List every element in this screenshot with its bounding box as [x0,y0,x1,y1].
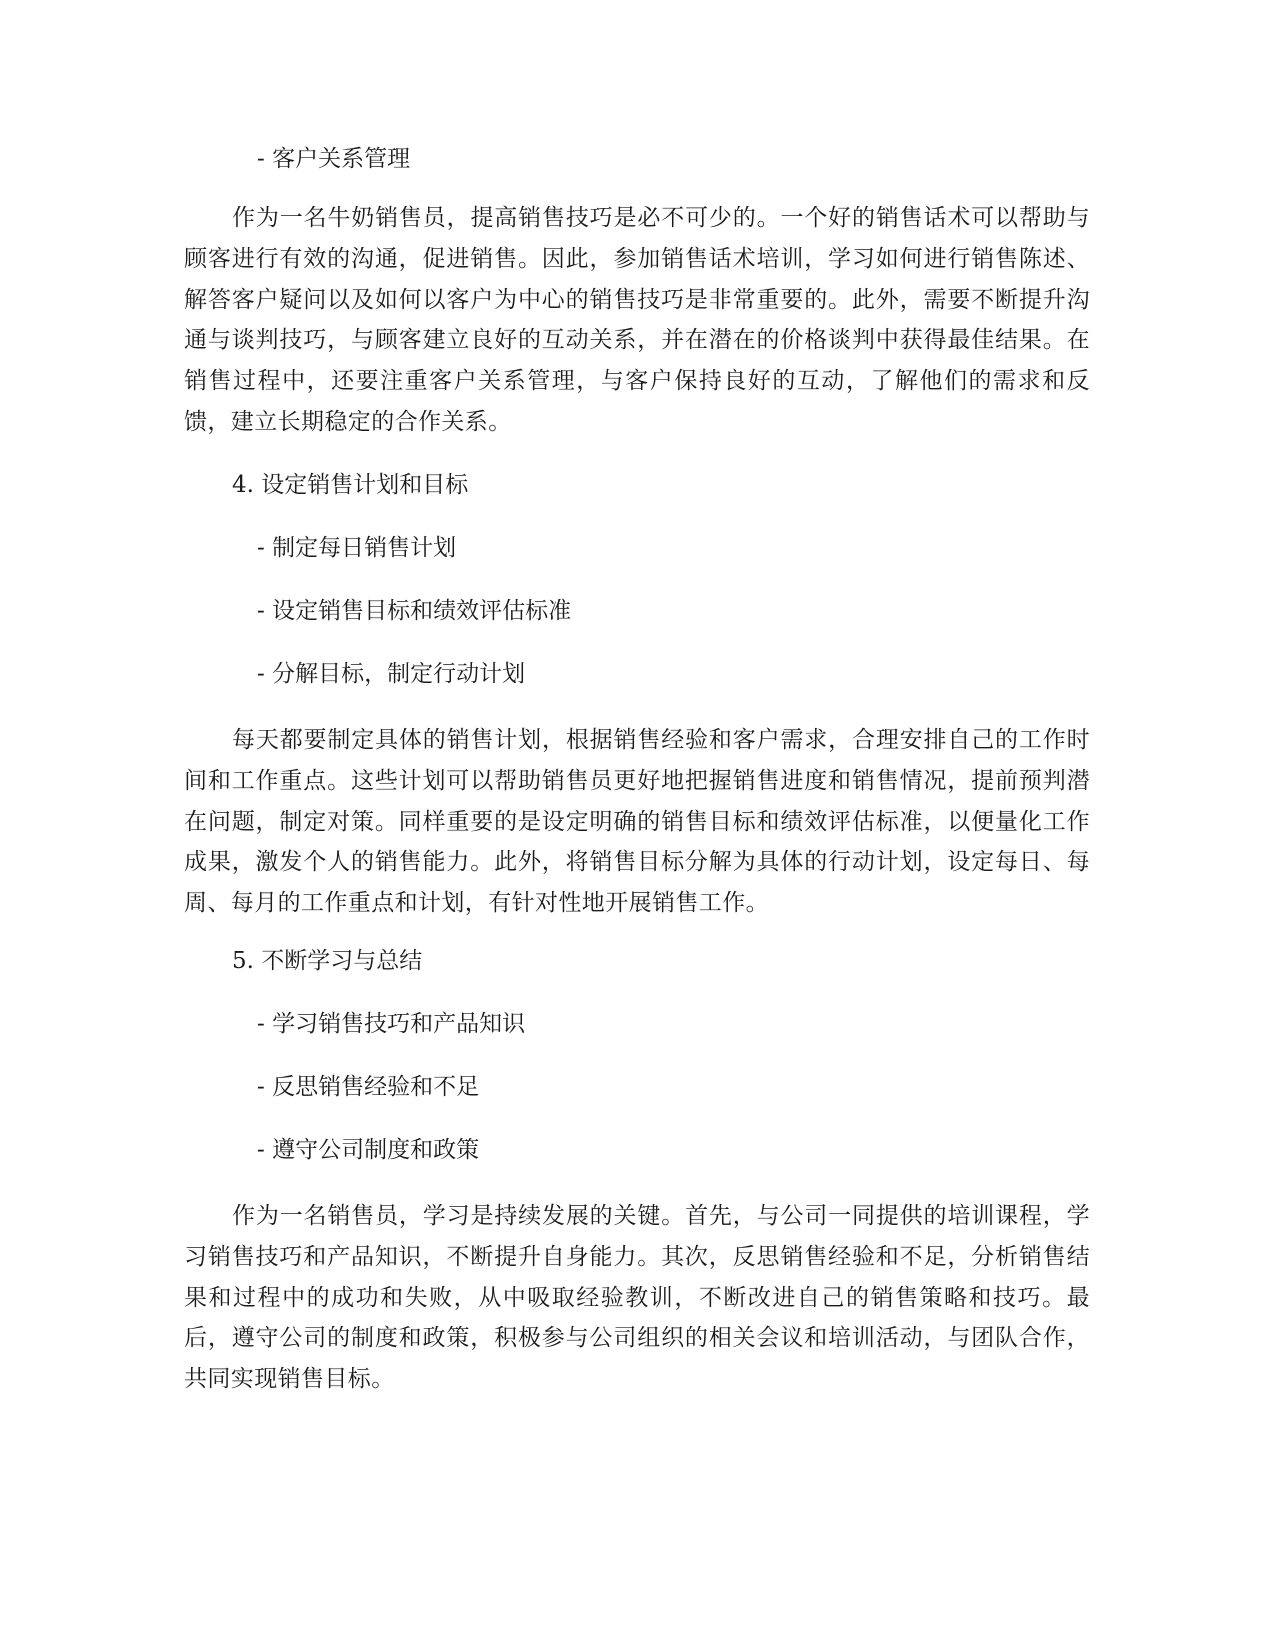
bullet-reflect: - 反思销售经验和不足 [257,1074,480,1100]
bullet-daily-plan: - 制定每日销售计划 [257,535,457,561]
paragraph-sales-skills: 作为一名牛奶销售员，提高销售技巧是必不可少的。一个好的销售话术可以帮助与顾客进行有效的沟通，促进销售。因此，参加销售话术培训，学习如何进行销售陈述、解答客户疑问以及如何以客户为中心的销售技巧是非常重要的。此外，需要不断提升沟通与谈判技巧，与顾客建立良好的互动关系，并在潜在的价格谈判中获得最佳结果。在销售过程中，还要注重客户关系管理，与客户保持良好的互动，了解他们的需求和反馈，建立长期稳定的合作关系。 [184,205,1090,435]
paragraph-sales-plan: 每天都要制定具体的销售计划，根据销售经验和客户需求，合理安排自己的工作时间和工作重点。这些计划可以帮助销售员更好地把握销售进度和销售情况，提前预判潜在问题，制定对策。同样重要的是设定明确的销售目标和绩效评估标准，以便量化工作成果，激发个人的销售能力。此外，将销售目标分解为具体的行动计划，设定每日、每周、每月的工作重点和计划，有针对性地开展销售工作。 [184,727,1090,917]
heading-section-4: 4. 设定销售计划和目标 [232,472,469,498]
bullet-follow-policy: - 遵守公司制度和政策 [257,1137,480,1163]
bullet-learn-skills: - 学习销售技巧和产品知识 [257,1011,526,1037]
bullet-action-plan: - 分解目标，制定行动计划 [257,661,526,687]
bullet-customer-relationship: - 客户关系管理 [257,146,411,172]
bullet-set-targets: - 设定销售目标和绩效评估标准 [257,598,572,624]
heading-section-5: 5. 不断学习与总结 [232,948,423,974]
paragraph-continuous-learning: 作为一名销售员，学习是持续发展的关键。首先，与公司一同提供的培训课程，学习销售技巧和产品知识，不断提升自身能力。其次，反思销售经验和不足，分析销售结果和过程中的成功和失败，从中吸取经验教训，不断改进自己的销售策略和技巧。最后，遵守公司的制度和政策，积极参与公司组织的相关会议和培训活动，与团队合作，共同实现销售目标。 [184,1203,1090,1393]
